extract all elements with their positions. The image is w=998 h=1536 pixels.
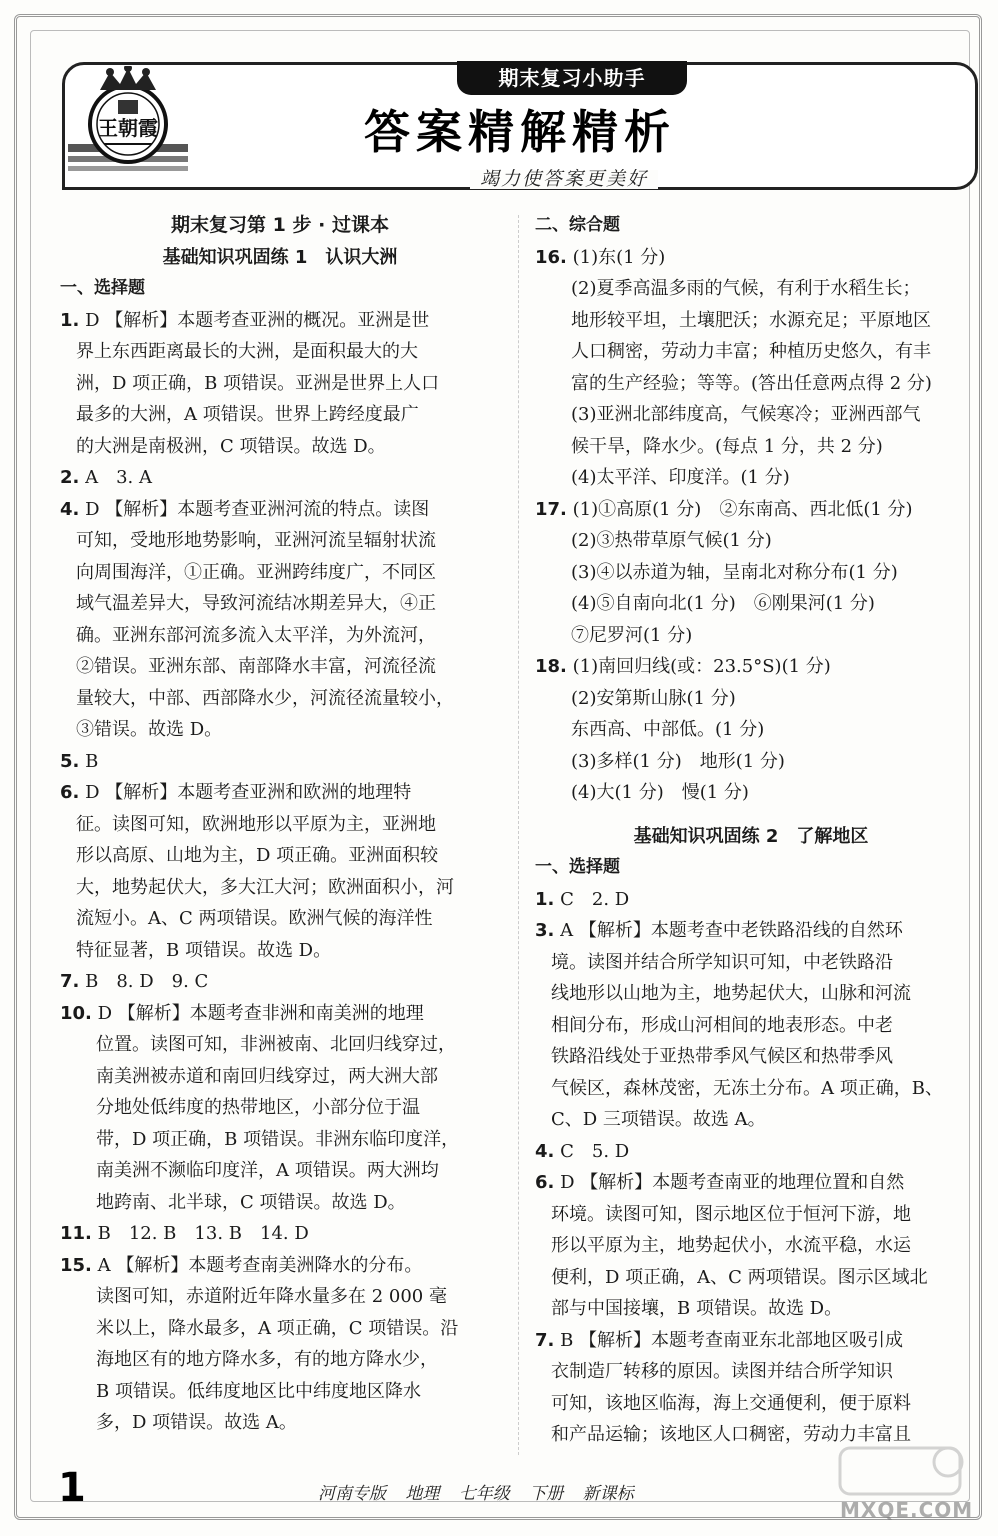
line-text: 带，D 项正确，B 项错误。非洲东临印度洋， xyxy=(96,1128,460,1150)
right-line xyxy=(535,1199,967,1231)
line-text: 二、综合题 xyxy=(535,215,620,235)
line-text: 确。亚洲东部河流多流入太平洋，为外流河， xyxy=(76,624,436,646)
right-line xyxy=(535,557,967,589)
line-text: (4)太平洋、印度洋。(1 分) xyxy=(571,467,790,488)
line-text: (3)④以赤道为轴，呈南北对称分布(1 分) xyxy=(571,561,898,583)
line-text: 衣制造厂转移的原因。读图并结合所学知识 xyxy=(551,1361,893,1382)
left-line xyxy=(60,588,500,620)
left-line xyxy=(60,683,500,715)
right-line xyxy=(535,462,967,494)
left-line xyxy=(60,777,500,809)
line-text: 的大洲是南极洲，C 项错误。故选 D。 xyxy=(76,435,386,457)
line-text: 多，D 项错误。故选 A。 xyxy=(96,1412,297,1433)
left-line xyxy=(60,336,500,368)
line-text: 位置。读图可知，非洲被南、北回归线穿过， xyxy=(96,1034,456,1055)
line-text: (2)安第斯山脉(1 分) xyxy=(571,687,736,709)
right-line xyxy=(535,588,967,620)
line-text: 可知，受地形地势影响，亚洲河流呈辐射状流 xyxy=(76,530,436,551)
line-text: 地跨南、北半球，C 项错误。故选 D。 xyxy=(96,1191,406,1213)
line-text: A 3. A xyxy=(79,467,152,488)
line-text: (3)亚洲北部纬度高，气候寒冷；亚洲西部气 xyxy=(571,404,921,425)
left-line xyxy=(60,1344,500,1376)
line-text: 征。读图可知，欧洲地形以平原为主，亚洲地 xyxy=(76,813,436,835)
left-line xyxy=(60,1061,500,1093)
line-text: 基础知识巩固练 1 认识大洲 xyxy=(162,246,398,268)
right-line xyxy=(535,368,967,400)
line-text: 域气温差异大，导致河流结冰期差异大，④正 xyxy=(76,593,436,614)
left-line xyxy=(60,935,500,967)
left-line xyxy=(60,1218,500,1250)
line-text: (3)多样(1 分) 地形(1 分) xyxy=(571,750,785,772)
left-line xyxy=(60,840,500,872)
left-line xyxy=(60,462,500,494)
left-line xyxy=(60,1155,500,1187)
right-column xyxy=(535,210,967,1451)
watermark-text: MXQE.COM xyxy=(840,1498,974,1522)
line-text: 地形较平坦，土壤肥沃；水源充足；平原地区 xyxy=(571,309,931,331)
line-text: (1)南回归线(或：23.5°S)(1 分) xyxy=(566,656,831,677)
right-line xyxy=(535,273,967,305)
page-number: 1 xyxy=(58,1465,86,1511)
line-text: B 8. D 9. C xyxy=(79,971,209,992)
line-text: 读图可知，赤道附近年降水量多在 2 000 毫 xyxy=(96,1286,447,1307)
right-line xyxy=(535,915,967,947)
right-line xyxy=(535,336,967,368)
left-line xyxy=(60,1092,500,1124)
line-text: 流短小。A、C 两项错误。欧洲气候的海洋性 xyxy=(76,908,433,929)
right-line xyxy=(535,1325,967,1357)
left-line xyxy=(60,746,500,778)
left-line xyxy=(60,966,500,998)
line-text: (1)①高原(1 分) ②东南高、西北低(1 分) xyxy=(566,498,913,520)
line-text: 东西高、中部低。(1 分) xyxy=(571,719,765,740)
right-line xyxy=(535,1388,967,1420)
right-line xyxy=(535,1356,967,1388)
line-text: 洲，D 项正确，B 项错误。亚洲是世界上人口 xyxy=(76,372,440,394)
line-text: 南美洲被赤道和南回归线穿过，两大洲大部 xyxy=(96,1065,438,1087)
left-line xyxy=(60,368,500,400)
question-number: 11. xyxy=(60,1223,92,1244)
question-number: 4. xyxy=(535,1140,555,1162)
left-column xyxy=(60,210,500,1439)
question-number: 3. xyxy=(535,920,555,941)
right-line xyxy=(535,305,967,337)
page-title: 答案精解精析 xyxy=(364,105,676,159)
line-text: (4)大(1 分) 慢(1 分) xyxy=(571,782,749,803)
line-text: 大，地势起伏大，多大江大河；欧洲面积小，河 xyxy=(76,876,454,898)
line-text: D 【解析】本题考查亚洲的概况。亚洲是世 xyxy=(79,309,430,331)
left-line xyxy=(60,903,500,935)
slogan: 竭力使答案更美好 xyxy=(470,170,658,189)
right-line xyxy=(535,1293,967,1325)
right-line xyxy=(535,525,967,557)
right-line xyxy=(535,947,967,979)
line-text: 形以高原、山地为主，D 项正确。亚洲面积较 xyxy=(76,845,439,866)
right-line xyxy=(535,1136,967,1168)
line-text: 铁路沿线处于亚热带季风气候区和热带季风 xyxy=(551,1046,893,1067)
line-text: B 【解析】本题考查南亚东北部地区吸引成 xyxy=(554,1329,904,1351)
right-line xyxy=(535,777,967,809)
right-line xyxy=(535,1041,967,1073)
right-line xyxy=(535,1104,967,1136)
line-text: D 【解析】本题考查南亚的地理位置和自然 xyxy=(554,1172,905,1193)
question-number: 18. xyxy=(535,656,567,677)
line-text: 特征显著，B 项错误。故选 D。 xyxy=(76,939,332,961)
line-text: ③错误。故选 D。 xyxy=(76,719,223,740)
line-text: 境。读图并结合所学知识可知，中老铁路沿 xyxy=(551,951,893,973)
line-text: C、D 三项错误。故选 A。 xyxy=(551,1109,766,1130)
line-text: B 项错误。低纬度地区比中纬度地区降水 xyxy=(96,1380,421,1402)
left-line xyxy=(60,273,500,305)
line-text: B 12. B 13. B 14. D xyxy=(91,1223,309,1244)
right-line xyxy=(535,852,967,884)
question-number: 4. xyxy=(60,498,80,520)
logo-text: 王朝霞 xyxy=(98,116,158,140)
header-tag: 期末复习小助手 xyxy=(457,61,687,95)
line-text: 富的生产经验；等等。(答出任意两点得 2 分) xyxy=(571,372,932,394)
line-text: 相间分布，形成山河相间的地表形态。中老 xyxy=(551,1014,893,1036)
right-line xyxy=(535,1167,967,1199)
left-line xyxy=(60,620,500,652)
column-divider xyxy=(518,215,519,1455)
line-text: (2)③热带草原气候(1 分) xyxy=(571,530,772,551)
left-line xyxy=(60,1250,500,1282)
left-line xyxy=(60,1029,500,1061)
line-text: (4)⑤自南向北(1 分) ⑥刚果河(1 分) xyxy=(571,593,875,614)
left-line xyxy=(60,998,500,1030)
right-line xyxy=(535,884,967,916)
question-number: 1. xyxy=(535,888,555,910)
left-line xyxy=(60,1281,500,1313)
right-line xyxy=(535,620,967,652)
right-line xyxy=(535,683,967,715)
question-number: 6. xyxy=(535,1172,555,1193)
line-text: 形以平原为主，地势起伏小，水流平稳，水运 xyxy=(551,1235,911,1256)
line-text: D 【解析】本题考查非洲和南美洲的地理 xyxy=(91,1002,424,1024)
line-text: A 【解析】本题考查中老铁路沿线的自然环 xyxy=(554,920,903,941)
left-line xyxy=(60,305,500,337)
line-text: 人口稠密，劳动力丰富；种植历史悠久，有丰 xyxy=(571,341,931,362)
right-line xyxy=(535,821,967,853)
left-line xyxy=(60,399,500,431)
line-text: 部与中国接壤，B 项错误。故选 D。 xyxy=(551,1298,843,1319)
question-number: 5. xyxy=(60,750,80,772)
footer-edition-info: 河南专版 地理 七年级 下册 新课标 xyxy=(318,1484,634,1504)
question-number: 15. xyxy=(60,1254,92,1276)
left-line xyxy=(60,651,500,683)
right-line xyxy=(535,978,967,1010)
right-line xyxy=(535,431,967,463)
line-text: ⑦尼罗河(1 分) xyxy=(571,624,693,646)
right-line xyxy=(535,746,967,778)
left-line xyxy=(60,809,500,841)
line-text: 基础知识巩固练 2 了解地区 xyxy=(633,825,869,847)
left-line xyxy=(60,872,500,904)
line-text: (1)东(1 分) xyxy=(566,246,666,268)
left-line xyxy=(60,714,500,746)
left-line xyxy=(60,1376,500,1408)
line-text: A 【解析】本题考查南美洲降水的分布。 xyxy=(91,1254,423,1276)
line-text: ②错误。亚洲东部、南部降水丰富，河流径流 xyxy=(76,656,436,677)
question-number: 17. xyxy=(535,498,567,520)
line-text: (2)夏季高温多雨的气候，有利于水稻生长； xyxy=(571,278,921,299)
line-text: 和产品运输；该地区人口稠密，劳动力丰富且 xyxy=(551,1424,911,1445)
question-number: 7. xyxy=(535,1329,555,1351)
left-line xyxy=(60,1187,500,1219)
right-line xyxy=(535,399,967,431)
question-number: 10. xyxy=(60,1002,92,1024)
left-line xyxy=(60,1124,500,1156)
left-line xyxy=(60,1313,500,1345)
line-text: 南美洲不濒临印度洋，A 项错误。两大洲均 xyxy=(96,1160,439,1181)
line-text: 环境。读图可知，图示地区位于恒河下游，地 xyxy=(551,1203,911,1225)
left-line xyxy=(60,525,500,557)
line-text: 候干旱，降水少。(每点 1 分，共 2 分) xyxy=(571,435,883,457)
right-line xyxy=(535,494,967,526)
right-line xyxy=(535,714,967,746)
left-line xyxy=(60,494,500,526)
line-text: 一、选择题 xyxy=(60,278,145,298)
line-text: 一、选择题 xyxy=(535,857,620,877)
right-line xyxy=(535,1073,967,1105)
right-line xyxy=(535,1230,967,1262)
brand-logo xyxy=(66,66,190,178)
question-number: 2. xyxy=(60,467,80,488)
line-text: B xyxy=(79,750,99,772)
line-text: 米以上，降水最多，A 项正确，C 项错误。沿 xyxy=(96,1317,459,1339)
right-line xyxy=(535,1010,967,1042)
line-text: 量较大，中部、西部降水少，河流径流量较小， xyxy=(76,687,454,709)
right-line xyxy=(535,651,967,683)
question-number: 1. xyxy=(60,309,80,331)
right-line xyxy=(535,210,967,242)
question-number: 16. xyxy=(535,246,567,268)
line-text: 海地区有的地方降水多，有的地方降水少， xyxy=(96,1349,438,1370)
line-text: 便利，D 项正确，A、C 两项错误。图示区域北 xyxy=(551,1266,928,1288)
line-text: 线地形以山地为主，地势起伏大，山脉和河流 xyxy=(551,983,911,1004)
line-text: D 【解析】本题考查亚洲河流的特点。读图 xyxy=(79,498,430,520)
left-line xyxy=(60,431,500,463)
line-text: C 5. D xyxy=(554,1140,630,1162)
line-text: 向周围海洋，①正确。亚洲跨纬度广，不同区 xyxy=(76,561,436,583)
right-line xyxy=(535,242,967,274)
line-text: 最多的大洲，A 项错误。世界上跨经度最广 xyxy=(76,404,419,425)
left-line xyxy=(60,557,500,589)
question-number: 7. xyxy=(60,971,80,992)
line-text: D 【解析】本题考查亚洲和欧洲的地理特 xyxy=(79,782,412,803)
right-line xyxy=(535,1262,967,1294)
question-number: 6. xyxy=(60,782,80,803)
line-text: C 2. D xyxy=(554,888,630,910)
left-line xyxy=(60,210,500,242)
left-line xyxy=(60,1407,500,1439)
line-text: 气候区，森林茂密，无冻土分布。A 项正确，B、 xyxy=(551,1077,943,1099)
line-text: 期末复习第 1 步 · 过课本 xyxy=(171,214,389,236)
left-line xyxy=(60,242,500,274)
line-text: 界上东西距离最长的大洲，是面积最大的大 xyxy=(76,341,418,362)
line-text: 可知，该地区临海，海上交通便利，便于原料 xyxy=(551,1392,911,1414)
line-text: 分地处低纬度的热带地区，小部分位于温 xyxy=(96,1097,420,1118)
